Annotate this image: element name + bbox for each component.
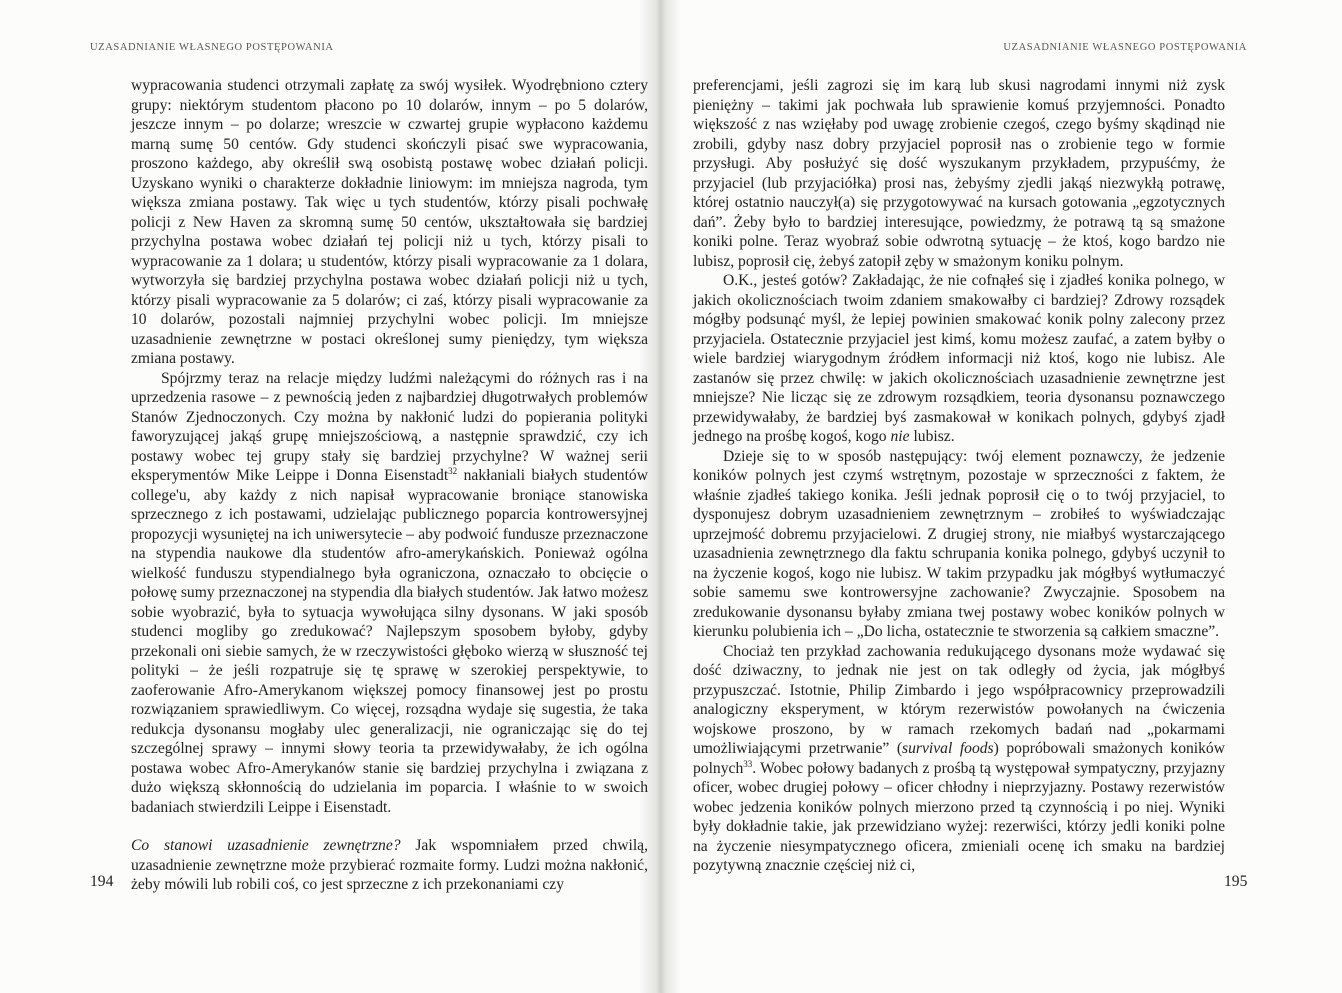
running-header-left: UZASADNIANIE WŁASNEGO POSTĘPOWANIA [90,42,334,53]
text-run: O.K., jesteś gotów? Zakładając, że nie cofnąłeś się i zjadłeś konika polnego, w jakich okolicznościach twoim zdaniem smakowałby ci bardziej? Zdrowy rozsądek mógłby podsunąć myśl, że lepiej powinien smakować konik polny zalecony przez przyjaciela. Ostatecznie przyjaciel jest kimś, komu możesz zaufać, a zatem byłby o wiele bardziej wiarygodnym źródłem informacji niż ktoś, kogo nie lubisz. Ale zastanów się przez chwilę: w jakich okolicznościach uzasadnienie zewnętrzne jest mniejsze? Nie licząc się ze zdrowym rozsądkiem, teoria dysonansu poznawczego przewidywałaby, że bardziej byś zasmakował w konikach polnych, gdybyś zjadł jednego na prośbę kogoś, kogo [693,272,1225,445]
page-number-left: 194 [90,873,114,890]
text-run: lubisz. [909,428,955,445]
paragraph [693,642,1225,876]
emphasis: survival foods [902,740,994,757]
section-paragraph [131,836,648,895]
text-run: . Wobec połowy badanych z prośbą tą występował sympatyczny, przyjazny oficer, wobec drugiej połowy – oficer chłodny i nieprzyjazny. Postawy rezerwistów wobec jedzenia koników polnych mierzono przed tą czynnością i po niej. Wyniki były dokładnie takie, jak przewidziano wyżej: rezerwiści, którzy jedli koniki polne na życzenie niesympatycznego oficera, zmieniali ocenę ich smaku na bardziej pozytywną znacznie częściej niż ci, [693,759,1225,874]
right-page [680,0,1342,993]
paragraph [131,369,648,818]
paragraph: Dzieje się to w sposób następujący: twój element poznawczy, że jedzenie koników polnych jest czymś wstrętnym, pozostaje w sprzeczności z faktem, że właśnie zjadłeś takiego konika. Jeśli jednak poprosił cię o to twój przyjaciel, to dysponujesz dobrym uzasadnieniem zewnętrznym – zrobiłeś to wyświadczając uprzejmość dobremu przyjacielowi. Z drugiej strony, nie miałbyś wystarczającego uzasadnienia zewnętrznego dla faktu schrupania konika polnego, gdybyś uczynił to na życzenie kogoś, kogo nie lubisz. W takim przypadku jak mógłbyś wytłumaczyć sobie samemu swe kontrowersyjne zachowanie? Zwyczajnie. Sposobem na zredukowanie dysonansu byłaby zmiana twej postawy wobec koników polnych w kierunku polubienia ich – „Do licha, ostatecznie te stworzenia są całkiem smaczne”. [693,447,1225,640]
paragraph: wypracowania studenci otrzymali zapłatę za swój wysiłek. Wyodrębniono cztery grupy: niektórym studentom płacono po 10 dolarów, innym – po 5 dolarów, jeszcze innym – po dolarze; wreszcie w czwartej grupie wypłacono każdemu marną sumę 50 centów. Gdy studenci skończyli pisać swe wypracowania, proszono każdego, aby określił swą osobistą postawę wobec działań policji. Uzyskano wyniki o charakterze dokładnie liniowym: im mniejsza nagroda, tym większa zmiana postawy. Tak więc u tych studentów, którzy pisali pochwałę policji z New Haven za skromną sumę 50 centów, ukształtowała się bardziej przychylna postawa wobec działań tej policji niż u tych, którzy pisali to wypracowanie za 1 dolara; u studentów, którzy pisali wypracowanie za 1 dolara, wytworzyła się bardziej przychylna postawa wobec działań policji niż u tych, którzy pisali wypracowanie za 5 dolarów; ci zaś, którzy pisali wypracowanie za 10 dolarów, pozostali najmniej przychylni wobec policji. Im mniejsze uzasadnienie zewnętrzne w postaci określonej sumy pieniędzy, tym większa zmiana postawy. [131,77,648,367]
text-run: Spójrzmy teraz na relacje między ludźmi należącymi do różnych ras i na uprzedzenia rasowe – z pewnością jeden z najbardziej długotrwałych problemów Stanów Zjednoczonych. Czy można by nakłonić ludzi do popierania polityki faworyzującej jakąś grupę mniejszościową, a następnie sprawdzić, czy ich postawy wobec tej grupy stały się bardziej przychylne? W ważnej serii eksperymentów Mike Leippe i Donna Eisenstadt [131,369,648,484]
running-header-right: UZASADNIANIE WŁASNEGO POSTĘPOWANIA [1003,42,1247,53]
text-run: Jak wspomniałem przed chwilą, uzasadnienie zewnętrzne może przybierać rozmaite formy. Ludzi można nakłonić, żeby mówili lub robili coś, co jest sprzeczne z ich przekonaniami czy [131,837,649,893]
paragraph [693,271,1225,447]
emphasis: nie [890,428,910,445]
page-number-right: 195 [1224,873,1248,890]
footnote-ref: 32 [448,465,458,476]
paragraph: preferencjami, jeśli zagrozi się im karą lub skusi nagrodami innymi niż zysk pieniężny – takimi jak pochwała lub sprawienie komuś przyjemności. Ponadto większość z nas wzięłaby pod uwagę zrobienie czegoś, czego byśmy skądinąd nie zrobili, gdyby nasz dobry przyjaciel poprosił nas o zrobienie tego w formie przysługi. Aby posłużyć się dość wyszukanym przykładem, przypuśćmy, że przyjaciel (lub przyjaciółka) prosi nas, żebyśmy zjedli jakąś niezwykłą potrawę, której ostatnio nauczył(a) się przygotowywać na kursach gotowania „egzotycznych dań”. Żeby było to bardziej interesujące, powiedzmy, że potrawą tą są smażone koniki polne. Teraz wyobraź sobie odwrotną sytuację – że ktoś, kogo bardzo nie lubisz, poprosił cię, żebyś zatopił zęby w smażonym koniku polnym. [693,77,1225,270]
section-heading: Co stanowi uzasadnienie zewnętrzne? [131,837,401,854]
left-page [0,0,655,993]
text-run: Chociaż ten przykład zachowania redukującego dysonans może wydawać się dość dziwaczny, to jednak nie jest on tak odległy od życia, jak mógłbyś przypuszczać. Istotnie, Philip Zimbardo i jego współpracownicy przeprowadzili analogiczny eksperyment, w którym rezerwistów powołanych na ćwiczenia wojskowe proszono, by w ramach rzekomych badań nad „pokarmami umożliwiającymi przetrwanie” ( [693,642,1225,757]
text-run: nakłaniali białych studentów college'u, aby każdy z nich napisał wypracowanie broniące stanowiska sprzecznego z ich postawami, udzielając publicznego poparcia kontrowersyjnej propozycji wysuniętej na ich uniwersytecie – aby podwoić fundusze przeznaczone na stypendia naukowe dla studentów afro-amerykańskich. Ponieważ ogólna wielkość funduszu stypendialnego była ograniczona, oznaczało to obcięcie o połowę sumy przeznaczonej na stypendia dla białych studentów. Jak łatwo możesz sobie wyobrazić, była to sytuacja wywołująca silny dysonans. W jaki sposób studenci mogliby go zredukować? Najlepszym sposobem byłoby, gdyby przekonali oni siebie samych, że w rzeczywistości głęboko wierzą w słuszność tej polityki – że jeśli rozpatruje się tę sprawę w szerokiej perspektywie, to zaoferowanie Afro-Amerykanom większej pomocy finansowej jest po prostu rozwiązaniem sprawiedliwym. Co więcej, rozsądna wydaje się sugestia, że taka redukcja dysonansu mogłaby ulec generalizacji, nie ograniczając się do tej szczególnej sprawy – innymi słowy teoria ta przewidywałaby, że ich ogólna postawa wobec Afro-Amerykanów stanie się bardziej przychylna i związana z dużo większą skłonnością do udzielania im poparcia. I właśnie to w swoich badaniach stwierdzili Leippe i Eisenstadt. [131,467,648,816]
footnote-ref: 33 [743,758,753,769]
right-page-text [693,76,1225,876]
left-page-text [131,76,648,895]
text-run: ) popróbowali smażonych koników polnych [693,740,1225,777]
